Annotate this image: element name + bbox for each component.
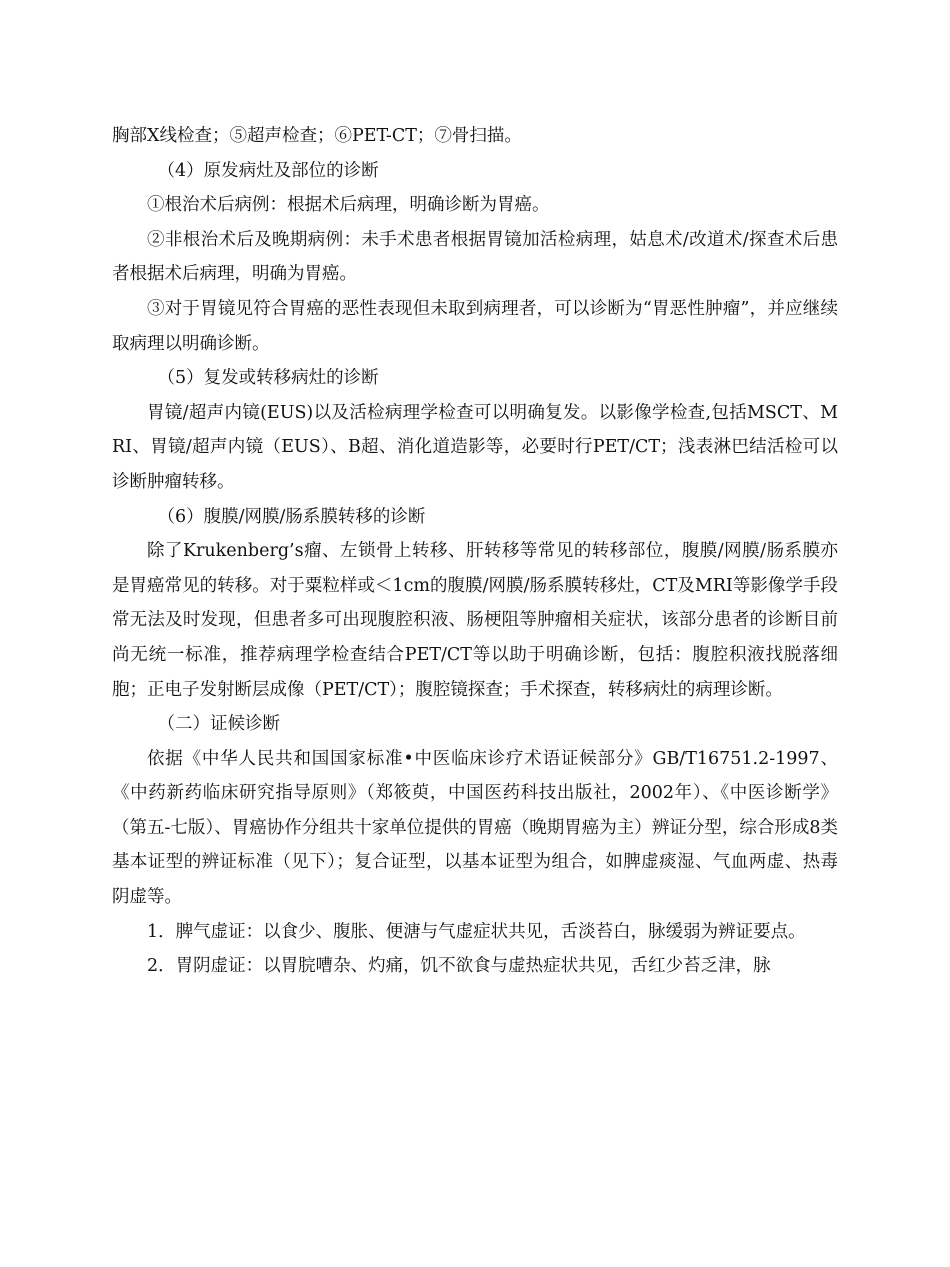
list-item-spleen-qi-deficiency: 1．脾气虚证：以食少、腹胀、便溏与气虚症状共见，舌淡苔白，脉缓弱为辨证要点。 — [147, 921, 806, 942]
document-body — [112, 119, 838, 984]
section-heading-5: （5）复发或转移病灶的诊断 — [157, 368, 379, 389]
paragraph: 胃镜/超声内镜(EUS)以及活检病理学检查可以明确复发。以影像学检查,包括MSCT、MRI、胃镜/超声内镜（EUS）、B超、消化道造影等，必要时行PET/CT；浅表淋巴结活检可以诊断肿瘤转移。 — [112, 402, 838, 492]
paragraph: 依据《中华人民共和国国家标准•中医临床诊疗术语证候部分》GB/T16751.2-1997、《中药新药临床研究指导原则》（郑筱萸，中国医药科技出版社，2002年）、《中医诊断学》（第五-七版）、胃癌协作分组共十家单位提供的胃癌（晚期胃癌为主）辨证分型，综合形成8类基本证型的辨证标准（见下）；复合证型，以基本证型为组合，如脾虚痰湿、气血两虚、热毒阴虚等。 — [112, 748, 838, 908]
paragraph: 除了Krukenberg’s瘤、左锁骨上转移、肝转移等常见的转移部位，腹膜/网膜/肠系膜亦是胃癌常见的转移。对于粟粒样或＜1cm的腹膜/网膜/肠系膜转移灶，CT及MRI等影像学手段常无法及时发现，但患者多可出现腹腔积液、肠梗阻等肿瘤相关症状，该部分患者的诊断目前尚无统一标准，推荐病理学检查结合PET/CT等以助于明确诊断，包括：腹腔积液找脱落细胞；正电子发射断层成像（PET/CT）；腹腔镜探查；手术探查，转移病灶的病理诊断。 — [112, 541, 838, 700]
paragraph: ①根治术后病例：根据术后病理，明确诊断为胃癌。 — [147, 195, 550, 216]
section-heading-syndrome-diagnosis: （二）证候诊断 — [157, 714, 280, 735]
paragraph: ③对于胃镜见符合胃癌的恶性表现但未取到病理者，可以诊断为“胃恶性肿瘤”，并应继续取病理以明确诊断。 — [112, 298, 838, 354]
list-item-stomach-yin-deficiency: 2．胃阴虚证：以胃脘嘈杂、灼痛，饥不欲食与虚热症状共见，舌红少苔乏津，脉 — [147, 956, 771, 977]
section-heading-4: （4）原发病灶及部位的诊断 — [157, 160, 379, 181]
section-heading-6: （6）腹膜/网膜/肠系膜转移的诊断 — [157, 506, 426, 527]
paragraph-continuation: 胸部X线检查；⑤超声检查；⑥PET-CT；⑦骨扫描。 — [112, 126, 522, 146]
paragraph: ②非根治术后及晚期病例：未手术患者根据胃镜加活检病理，姑息术/改道术/探查术后患者根据术后病理，明确为胃癌。 — [112, 229, 838, 285]
